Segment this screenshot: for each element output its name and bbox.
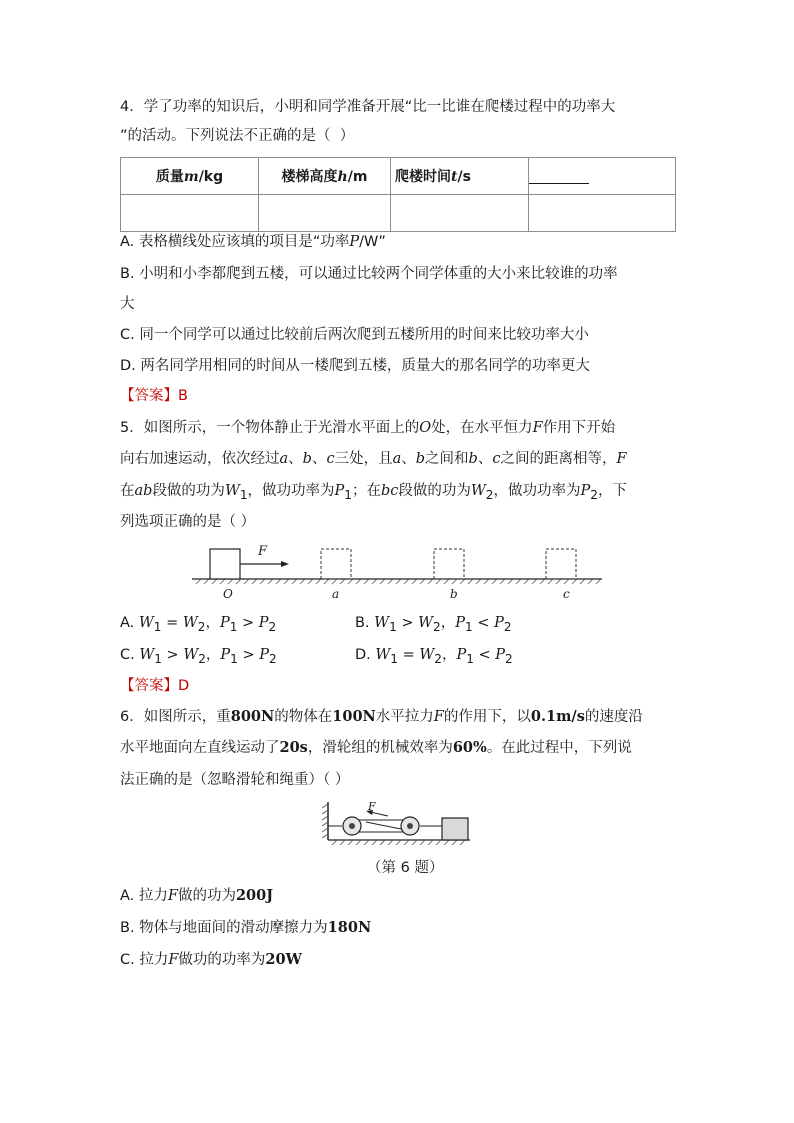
block-dashed-c: [546, 549, 576, 579]
q5-answer: [120, 676, 189, 696]
q5-stem-line3: 在ab段做的功为$W_1$，做功功率为$P_1$；在bc段做的功为$W_2$，做功功率为$P_2$，下: [120, 483, 627, 502]
q4-header-time: 爬楼时间t/s: [391, 158, 529, 195]
q4-option-b-line1: B. 小明和小李都爬到五楼，可以通过比较两个同学体重的大小来比较谁的功率: [120, 266, 618, 282]
answer-label: 【答案】: [120, 678, 178, 694]
q6-stem-line1: 6．如图所示，重800N的物体在100N水平拉力F的作用下，以0.1m/s的速度沿: [120, 708, 643, 725]
block-solid: [210, 549, 240, 579]
table-cell: [121, 195, 259, 232]
q5-stem-line4: 列选项正确的是（ ）: [120, 514, 256, 530]
answer-label: 【答案】: [120, 388, 178, 404]
q4-header-blank: [529, 158, 676, 195]
q4-answer: [120, 386, 188, 406]
table-cell: [529, 195, 676, 232]
q4-option-c: C. 同一个同学可以通过比较前后两次爬到五楼所用的时间来比较功率大小: [120, 327, 589, 343]
label-c: c: [563, 587, 570, 601]
q6-option-a: A. 拉力F做的功为200J: [120, 887, 274, 904]
block-dashed-a: [321, 549, 351, 579]
q5-figure: [190, 540, 610, 604]
q5-option-c: C. $W_1 > W_2$，$P_1 > P_2$: [120, 647, 277, 666]
label-o: O: [223, 587, 233, 601]
q5-stem-line1: 5．如图所示，一个物体静止于光滑水平面上的O处，在水平恒力F作用下开始: [120, 420, 616, 436]
table-cell: [259, 195, 391, 232]
label-b: b: [450, 587, 458, 601]
table-cell: [391, 195, 529, 232]
q6-option-b: B. 物体与地面间的滑动摩擦力为180N: [120, 919, 372, 936]
label-a: a: [332, 587, 340, 601]
q5-option-a: A. $W_1 = W_2$，$P_1 > P_2$: [120, 615, 277, 634]
q4-option-d: D. 两名同学用相同的时间从一楼爬到五楼，质量大的那名同学的功率更大: [120, 358, 590, 374]
q5-option-d: D. $W_1 = W_2$，$P_1 < P_2$: [355, 647, 513, 666]
q6-block: [442, 818, 468, 840]
q6-option-c: C. 拉力F做功的功率为20W: [120, 951, 302, 968]
q6-figure: [318, 800, 476, 848]
q4-header-mass: 质量m/kg: [121, 158, 259, 195]
q6-stem-line3: 法正确的是（忽略滑轮和绳重）（ ）: [120, 772, 350, 788]
blank-line: [529, 169, 589, 184]
q4-option-b-line2: 大: [120, 296, 135, 312]
q4-option-a: A. 表格横线处应该填的项目是“功率P/W”: [120, 234, 386, 250]
q6-caption: （第 6 题）: [367, 860, 444, 876]
q4-table: [120, 157, 676, 232]
answer-value: B: [178, 388, 188, 404]
q6-force-label: F: [368, 800, 376, 813]
answer-value: D: [178, 678, 190, 694]
q4-header-height: 楼梯高度h/m: [259, 158, 391, 195]
q4-stem-line1: 4．学了功率的知识后，小明和同学准备开展“比一比谁在爬楼过程中的功率大: [120, 99, 616, 115]
q5-option-b: B. $W_1 > W_2$，$P_1 < P_2$: [355, 615, 512, 634]
q5-stem-line2: 向右加速运动，依次经过a、b、c三处，且a、b之间和b、c之间的距离相等，F: [120, 451, 627, 467]
block-dashed-b: [434, 549, 464, 579]
q6-stem-line2: 水平地面向左直线运动了20s，滑轮组的机械效率为60%。在此过程中，下列说: [120, 739, 632, 756]
q4-stem-line2: ”的活动。下列说法不正确的是（ ）: [120, 128, 355, 144]
force-label: F: [258, 544, 268, 559]
